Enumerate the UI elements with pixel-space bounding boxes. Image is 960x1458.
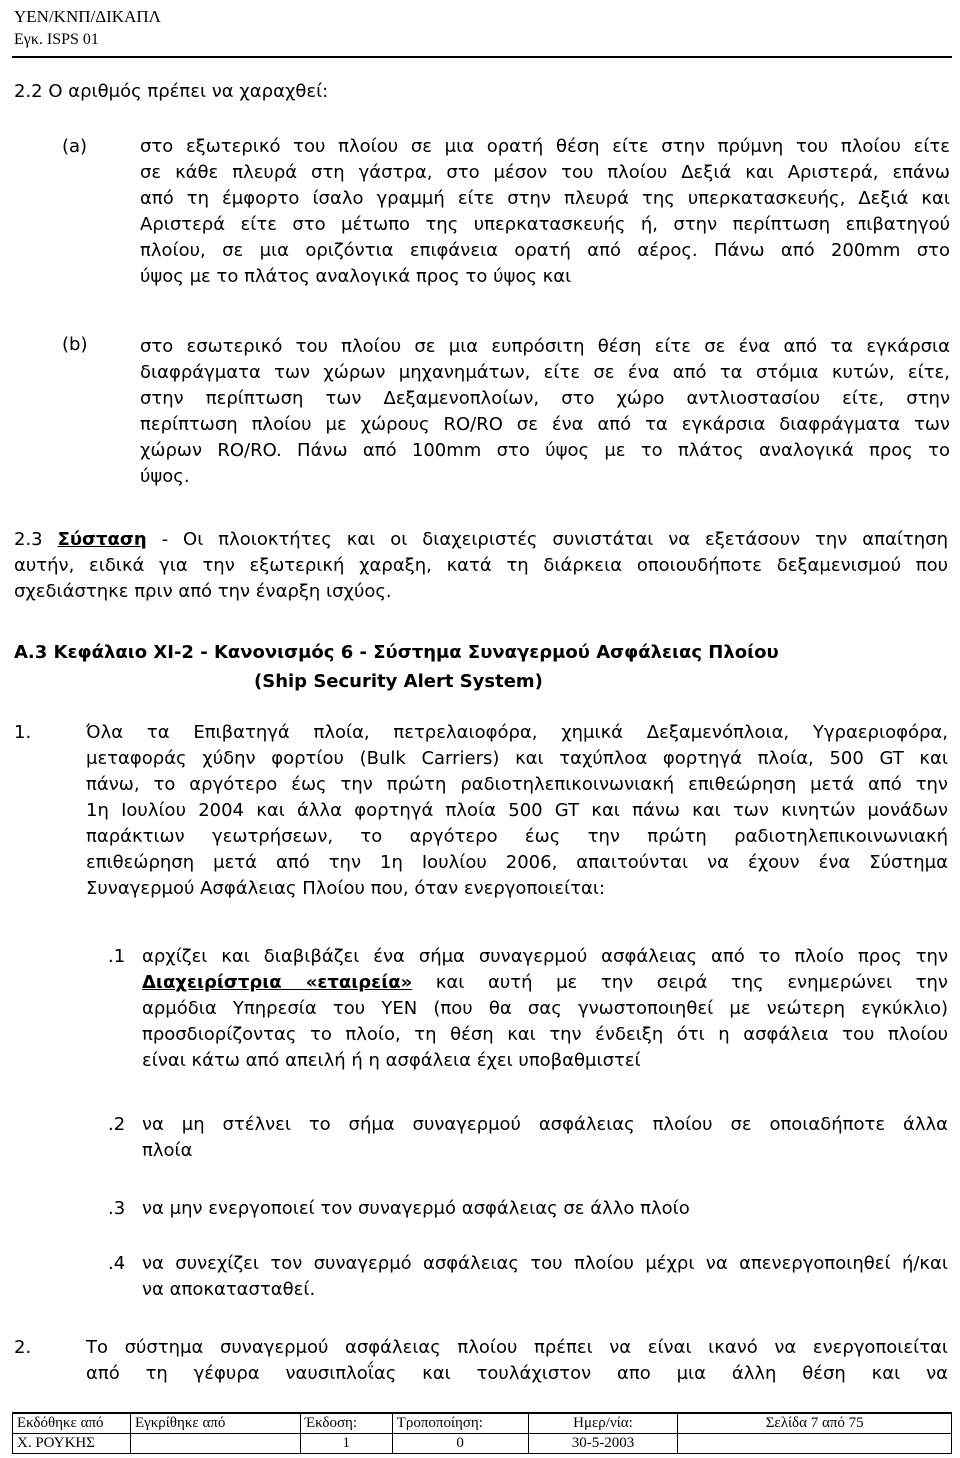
company-keyword: Διαχειρίστρια «εταιρεία» bbox=[142, 972, 413, 993]
paragraph-1-line: Συναγερμού Ασφάλειας Πλοίου που, όταν ενεργοποιείται: bbox=[86, 878, 606, 899]
header-doc-code: Εγκ. ISPS 01 bbox=[14, 31, 99, 48]
header-rule bbox=[12, 56, 952, 58]
sub-item-1-text bbox=[142, 944, 948, 1074]
section-2-3-line bbox=[14, 527, 948, 553]
sub-item-3-text bbox=[142, 1196, 948, 1222]
item-a-label: (a) bbox=[62, 136, 88, 157]
footer-approved-by-label: Εγκρίθηκε από bbox=[130, 1413, 300, 1434]
sub-item-1-number: .1 bbox=[108, 946, 126, 967]
chapter-heading bbox=[14, 638, 948, 696]
footer-issued-by-label: Εκδόθηκε από bbox=[13, 1413, 131, 1434]
item-a-line: ύψος με το πλάτος αναλογικά προς το ύψος και bbox=[140, 266, 572, 287]
item-b-line: στο εσωτερικό του πλοίου σε μια ευπρόσιτη θέση είτε σε ένα από τα εγκάρσια bbox=[140, 336, 950, 357]
paragraph-2-line: από τη γέφυρα ναυσιπλοΐας και τουλάχιστον απο μια άλλη θέση και να bbox=[86, 1363, 948, 1384]
paragraph-2-line: Το σύστημα συναγερμού ασφάλειας πλοίου πρέπει να είναι ικανό να ενεργοποιείται bbox=[86, 1337, 948, 1358]
header-org: ΥΕΝ/ΚΝΠ/ΔΙΚΑΠΛ bbox=[14, 7, 161, 26]
paragraph-1-line: 1η Ιουλίου 2004 και άλλα φορτηγά πλοία 500 GT και πάνω και των κινητών μονάδων bbox=[86, 800, 948, 821]
chapter-heading-line2: (Ship Security Alert System) bbox=[254, 671, 543, 692]
chapter-heading-line1 bbox=[14, 638, 948, 667]
recommendation-keyword: Σύσταση bbox=[57, 529, 147, 550]
chapter-heading-text: Α.3 Κεφάλαιο XI-2 - Κανονισμός 6 - Σύστημα Συναγερμού Ασφάλειας Πλοίου bbox=[14, 642, 779, 663]
footer-date: 30-5-2003 bbox=[528, 1434, 678, 1454]
paragraph-1-line: μεταφοράς χύδην φορτίου (Bulk Carriers) και ταχύπλοα φορτηγά πλοία, 500 GT και bbox=[86, 748, 948, 769]
sub-item-1-line2-rest: και αυτή με την σειρά της ενημερώνει την bbox=[412, 972, 948, 993]
footer-amendment: 0 bbox=[392, 1434, 528, 1454]
section-2-3-line1-rest: - Οι πλοιοκτήτες και οι διαχειριστές συνιστάται να εξετάσουν την απαίτηση bbox=[146, 529, 948, 550]
paragraph-1-line: πάνω, το αργότερο έως την πρώτη ραδιοτηλεπικοινωνιακή επιθεώρηση μετά από την bbox=[86, 774, 948, 795]
sub-item-4-number: .4 bbox=[108, 1253, 126, 1274]
section-2-3 bbox=[14, 527, 948, 605]
footer-page-number: Σελίδα 7 από 75 bbox=[678, 1413, 952, 1434]
section-2-3-line: σχεδιάστηκε πριν από την έναρξη ισχύος. bbox=[14, 581, 392, 602]
item-a-line: στο εξωτερικό του πλοίου σε μια ορατή θέση είτε στην πρύμνη του πλοίου είτε bbox=[140, 136, 950, 157]
sub-item-1-line: προσδιορίζοντας το πλοίο, τη θέση και την ένδειξη ότι η ασφάλεια του πλοίου bbox=[142, 1024, 948, 1045]
sub-item-3-number: .3 bbox=[108, 1198, 126, 1219]
paragraph-1-text bbox=[86, 720, 948, 902]
section-2-2-title: 2.2 Ο αριθμός πρέπει να χαραχθεί: bbox=[14, 81, 329, 102]
item-a-line: πλοίου, σε μια οριζόντια επιφάνεια ορατή από αέρος. Πάνω από 200mm στο bbox=[140, 240, 950, 261]
sub-item-2-line: πλοία bbox=[142, 1140, 193, 1161]
footer-issued-by: Χ. ΡΟΥΚΗΣ bbox=[13, 1434, 131, 1454]
paragraph-1-number: 1. bbox=[14, 722, 32, 743]
footer-approved-by bbox=[130, 1434, 300, 1454]
paragraph-1-line: Όλα τα Επιβατηγά πλοία, πετρελαιοφόρα, χημικά Δεξαμενόπλοια, Υγραεριοφόρα, bbox=[86, 722, 948, 743]
footer-date-label: Ημερ/νία: bbox=[528, 1413, 678, 1434]
sub-item-3-line: να μην ενεργοποιεί τον συναγερμό ασφάλειας σε άλλο πλοίο bbox=[142, 1198, 690, 1219]
section-2-3-number: 2.3 bbox=[14, 529, 43, 550]
item-a-line: σε κάθε πλευρά στη γάστρα, στο μέσον του πλοίου Δεξιά και Αριστερά, επάνω bbox=[140, 162, 950, 183]
item-a-line: από τη έμφορτο ίσαλο γραμμή είτε στην πλευρά της υπερκατασκευής, Δεξιά και bbox=[140, 188, 950, 209]
item-b-line: περίπτωση πλοίου με χώρους RO/RO σε ένα από τα εγκάρσια διαφράγματα των bbox=[140, 414, 950, 435]
footer-amendment-label: Τροποποίηση: bbox=[392, 1413, 528, 1434]
footer-label-row bbox=[13, 1413, 952, 1434]
paragraph-1-line: παράκτιων γεωτρήσεων, το αργότερο έως την πρώτη ραδιοτηλεπικοινωνιακή bbox=[86, 826, 948, 847]
item-b-line: χώρων RO/RO. Πάνω από 100mm στο ύψος με το πλάτος αναλογικά προς το bbox=[140, 440, 950, 461]
item-b-line: στην περίπτωση των Δεξαμενοπλοίων, στο χώρο αντλιοστασίου είτε, στην bbox=[140, 388, 950, 409]
item-a-line: Αριστερά είτε στο μέτωπο της υπερκατασκευής ή, στην περίπτωση επιβατηγού bbox=[140, 214, 950, 235]
footer-edition-label: Έκδοση: bbox=[300, 1413, 392, 1434]
paragraph-2-number: 2. bbox=[14, 1337, 32, 1358]
sub-item-1-line: αρχίζει και διαβιβάζει ένα σήμα συναγερμού ασφάλειας από το πλοίο προς την bbox=[142, 946, 948, 967]
sub-item-4-text bbox=[142, 1251, 948, 1303]
section-2-3-line: αυτήν, ειδικά για την εξωτερική χαραξη, κατά τη διάρκεια οποιουδήποτε δεξαμενισμού που bbox=[14, 555, 948, 576]
sub-item-2-text bbox=[142, 1112, 948, 1164]
item-b-line: διαφράγματα των χώρων μηχανημάτων, είτε σε ένα από τα στόμια κυτών, είτε, bbox=[140, 362, 950, 383]
footer-value-row bbox=[13, 1434, 952, 1454]
page-header bbox=[14, 4, 161, 51]
sub-item-4-line: να συνεχίζει τον συναγερμό ασφάλειας του πλοίου μέχρι να απενεργοποιηθεί ή/και bbox=[142, 1253, 948, 1274]
sub-item-1-line: είναι κάτω από απειλή ή η ασφάλεια έχει υποβαθμιστεί bbox=[142, 1050, 641, 1071]
sub-item-2-number: .2 bbox=[108, 1114, 126, 1135]
item-a-text bbox=[140, 134, 950, 290]
item-b-line: ύψος. bbox=[140, 466, 190, 487]
sub-item-1-line: αρμόδια Υπηρεσία του ΥΕΝ (που θα σας γνωστοποιηθεί με νεώτερη εγκύκλιο) bbox=[142, 998, 948, 1019]
sub-item-2-line: να μη στέλνει το σήμα συναγερμού ασφάλειας πλοίου σε οποιαδήποτε άλλα bbox=[142, 1114, 948, 1135]
item-b-text bbox=[140, 334, 950, 490]
footer-edition: 1 bbox=[300, 1434, 392, 1454]
footer-page-extra bbox=[678, 1434, 952, 1454]
sub-item-1-line bbox=[142, 970, 948, 996]
item-b-label: (b) bbox=[62, 334, 88, 355]
footer-table bbox=[12, 1412, 952, 1454]
paragraph-2-text bbox=[86, 1335, 948, 1387]
paragraph-1-line: επιθεώρηση μετά από την 1η Ιουλίου 2006, απαιτούνται να έχουν ένα Σύστημα bbox=[86, 852, 948, 873]
sub-item-4-line: να αποκατασταθεί. bbox=[142, 1279, 316, 1300]
